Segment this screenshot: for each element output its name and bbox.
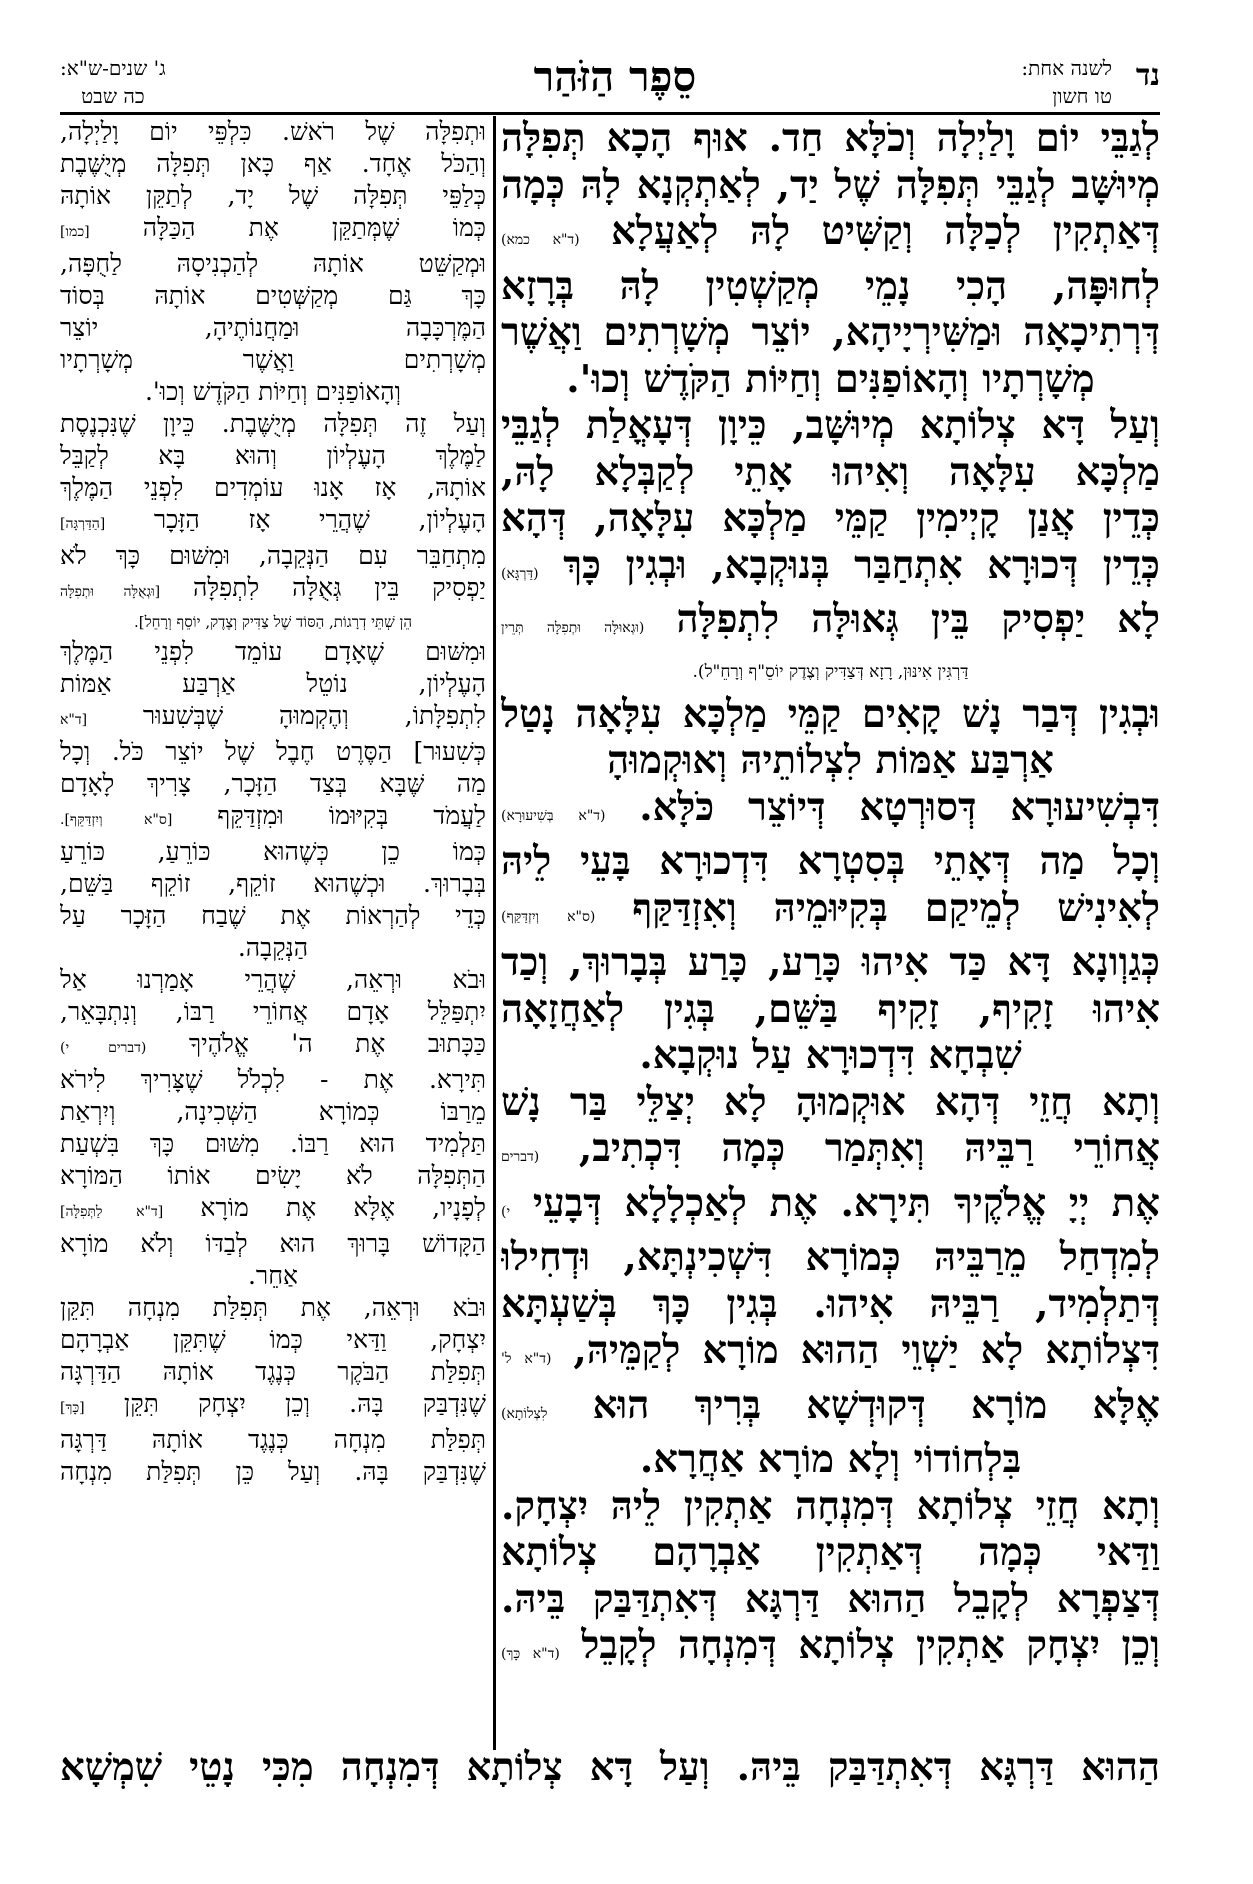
aramaic-line-text: לְגַבֵּי יוֹם וָלַיְלָה וְכֹלָּא חַד. אוּף הָכָא תְּפִלָּה	[501, 116, 1160, 161]
translation-line-text: הַנְּקֵבָה.	[237, 933, 309, 962]
aramaic-line-text: בִּלְחוֹדוֹי וְלָא מוֹרָא אַחֲרָא.	[639, 1437, 1022, 1482]
translation-line	[60, 736, 486, 768]
translation-line-text: אוֹתָהּ, אָז אָנוּ עוֹמְדִים לִפְנֵי הַמֶּלֶךְ	[60, 473, 486, 502]
translation-line	[60, 932, 486, 964]
aramaic-line-text: שִׁבְחָא דִּדְכוּרָא עַל נוּקְבָא.	[639, 1033, 1022, 1078]
translation-line-text: לְפָנָיו, אֶלָּא אֶת מוֹרָא	[200, 1193, 486, 1222]
date-three-years: כה שבט	[81, 84, 145, 108]
study-schedule-one-year: לשנה אחת:	[1021, 56, 1112, 80]
translation-line	[60, 636, 486, 668]
variant-reading-note: [ד"א לַתְּפִלָּה]	[60, 1204, 164, 1220]
translation-line-text: וְעַל זֶה תְּפִלָּה מְיֻשֶּׁבֶת. כֵּיוָן שֶׁנִּכְנֶסֶת	[60, 409, 486, 438]
translation-line-text: וְהָאוֹפַנִּים וְחַיּוֹת הַקֹּדֶשׁ וְכוּ'.	[144, 377, 402, 406]
variant-reading-note: י)	[501, 1203, 511, 1220]
translation-line-text: לַעֲמֹד בְּקִיּוּמוֹ וּמִזְדַּקֵּף	[217, 801, 486, 830]
aramaic-line-text: כְּדֵין דְּכוּרָא אִתְחַבַּר בְּנוּקְבָא, וּבְגִין כָּךְ	[563, 542, 1160, 588]
variant-reading-note: [ס"א וְיִזְדַּקֵּף].	[60, 812, 173, 828]
variant-reading-note: [וּגְאֻלָּה וּתְפִלָּה	[60, 584, 161, 600]
translation-line-text: שֶׁנִּדְבַּק בָּהּ. וְכֵן יִצְחָק תִּקֵּן	[123, 1389, 486, 1418]
translation-line	[60, 1356, 486, 1388]
date-one-year: טו חשון	[1052, 84, 1112, 108]
translation-line-text: מִתְחַבֵּר עִם הַנְּקֵבָה, וּמִשּׁוּם כָּךְ לֹא	[60, 541, 486, 570]
aramaic-line-text: אֶת יְיָ אֱלֹקֶיךָ תִּירָא. אֶת לְאַכְלָלָא דְּבָעֵי	[532, 1180, 1160, 1226]
aramaic-line-text: וּבְגִין דְּבַר נָשׁ קָאִים קַמֵּי מַלְכָּא עִלָּאָה נָטַל	[501, 691, 1160, 737]
translation-line-text: תְּפִלַּת מִנְחָה כְּנֶגֶד אוֹתָהּ דַּרְגָּה	[60, 1425, 486, 1454]
translation-line-text: מְשָׁרְתִים וַאֲשֶׁר מְשָׁרְתָיו	[60, 345, 486, 374]
aramaic-line-text: לָא יַפְסִיק בֵּין גְּאוּלָּה לִתְפִלָּה	[676, 597, 1160, 642]
translation-line	[60, 540, 486, 572]
aramaic-line-text: מְיוּשָּׁב לְגַבֵּי תְּפִלָּה שֶׁל יַד, לְאַתְקְנָא לָהּ כְּמָה	[501, 162, 1160, 208]
translation-line	[60, 148, 486, 180]
aramaic-line	[501, 1080, 1160, 1127]
aramaic-line-text: אֶלָּא מוֹרָא דְּקוּדְשָׁא בְּרִיךְ הוּא	[592, 1382, 1160, 1428]
translation-line	[60, 248, 486, 280]
aramaic-line	[501, 785, 1160, 840]
translation-line	[60, 996, 486, 1028]
translation-line-text: הָעֶלְיוֹן, נוֹטֵל אַרְבַּע אַמּוֹת	[60, 669, 486, 698]
variant-reading-note: לִצְלוֹתָא)	[501, 1405, 548, 1422]
variant-reading-note: (וּגְאוּלָּה וּתְפִלָּה תְּרֵין	[501, 620, 645, 636]
translation-line-text: כְּשִׁעוּר] הַסֶּרֶט חֶבֶל שֶׁל יוֹצֵר כֹּל. וְכָל	[60, 737, 486, 766]
aramaic-line	[501, 692, 1160, 739]
aramaic-line-text: מְשָׁרְתָיו וְהָאוֹפַנִּים וְחַיּוֹת הַקֹּדֶשׁ וְכוּ'.	[566, 356, 1095, 402]
translation-line	[60, 800, 486, 836]
translation-line	[60, 668, 486, 700]
aramaic-line	[501, 987, 1160, 1034]
translation-line-text: אַחֵר.	[247, 1261, 299, 1290]
variant-reading-note: (ד"א כמא)	[501, 232, 580, 248]
translation-line-text: וּמְקַשֵּׁט אוֹתָהּ לְהַכְנִיסָהּ לַחֻפָּה,	[60, 249, 486, 278]
aramaic-line-text: דְּצַפְרָא לְקָבֵל הַהוּא דַּרְגָּא דְּאִתְדַּבַּק בֵּיהּ.	[501, 1576, 1160, 1622]
translation-line-text: כְּמוֹ כֵן כְּשֶׁהוּא כּוֹרֵעַ, כּוֹרֵעַ	[60, 837, 486, 866]
translation-line-text: כְּמוֹ שֶׁמְּתַקֵּן אֶת הַכַּלָּה	[142, 213, 486, 242]
aramaic-line	[501, 450, 1160, 497]
variant-reading-note: (ד"א ל'	[501, 1351, 552, 1367]
aramaic-line	[501, 1577, 1160, 1624]
aramaic-line	[501, 1623, 1160, 1678]
study-schedule-three-years: ג' שנים-ש"א:	[60, 56, 166, 80]
translation-line	[60, 280, 486, 312]
translation-line-text: וּמִשּׁוּם שֶׁאָדָם עוֹמֵד לִפְנֵי הַמֶּלֶךְ	[60, 637, 486, 666]
aramaic-line-text: וְכֵן יִצְחָק אַתְקִין צְלוֹתָא דְּמִנְחָה לְקָבֵל	[581, 1623, 1160, 1668]
aramaic-line	[501, 1181, 1160, 1236]
aramaic-line	[501, 652, 1160, 692]
translation-line-text: תְּפִלַּת הַבֹּקֶר כְּנֶגֶד אוֹתָהּ הַדַּרְגָּה	[60, 1357, 486, 1386]
variant-reading-note: (דַּרְגָּא)	[501, 565, 539, 582]
aramaic-line	[501, 403, 1160, 450]
variant-reading-note: (ד"א כָּךְ)	[501, 1646, 560, 1662]
translation-line	[60, 1028, 486, 1064]
variant-reading-note: [הַדַּרְגָּה]	[60, 516, 106, 532]
translation-line-text: כְּדֵי לְהַרְאוֹת אֶת שֶׁבַח הַזָּכָר עַל	[60, 901, 486, 930]
translation-line-text: וְהַכֹּל אֶחָד. אַף כָּאן תְּפִלָּה מְיֻשֶּׁבֶת	[60, 149, 486, 178]
hebrew-translation-column	[60, 116, 486, 1750]
aramaic-line-text: וְכָל מַה דְּאָתֵי בְּסִטְרָא דִּדְכוּרָא בָּעֵי לֵיהּ	[501, 839, 1160, 884]
book-title: סֵפֶר הַזֹּהַר	[533, 52, 697, 101]
aramaic-line-text: אֲחוֹרֵי רַבֵּיהּ וְאִתְּמַר כְּמָה דִּכְתִיב,	[578, 1126, 1160, 1171]
aramaic-line	[501, 738, 1160, 785]
aramaic-line-text: לְאִינִישׁ לְמֵיקַם בְּקִיּוּמֵיהּ וְאִזְדַּקַּף	[632, 885, 1160, 931]
page-number: נד	[1135, 58, 1160, 93]
aramaic-line-text: לְחוּפָּה, הָכִי נָמֵי מְקַשְׁטִין לָהּ בְּרָזָא	[501, 263, 1160, 309]
translation-line	[60, 408, 486, 440]
aramaic-line	[501, 1383, 1160, 1438]
aramaic-line-text: דַּרְגִּין אִינּוּן, רָזָא דְּצַדִּיק וְצֶדֶק יוֹסֵ"ף וְרָחֵ"ל).	[692, 661, 969, 682]
translation-line-text: הַתְּפִלָּה לֹא יָשִׂים אוֹתוֹ הַמּוֹרָא	[60, 1161, 486, 1190]
translation-line-text: תַּלְמִיד הוּא רַבּוֹ. מִשּׁוּם כָּךְ בִּשְׁעַת	[60, 1129, 486, 1158]
aramaic-line	[501, 310, 1160, 357]
translation-line-text: הַמֶּרְכָּבָה וּמַחֲנוֹתֶיהָ, יוֹצֵר	[60, 313, 486, 342]
aramaic-line-text: דְּרְתִיכָאָה וּמַשִּׁירְיָיהָא, יוֹצֵר מְשָׁרְתִים וַאֲשֶׁר	[501, 310, 1160, 355]
variant-reading-note: (דברים	[501, 1149, 540, 1165]
translation-line	[60, 768, 486, 800]
translation-line	[60, 836, 486, 868]
aramaic-line	[501, 886, 1160, 941]
translation-line	[60, 376, 486, 408]
translation-line-text: יַפְסִיק בֵּין גְּאֻלָּה לִתְפִלָּה	[193, 573, 486, 602]
translation-line	[60, 572, 486, 608]
translation-line	[60, 1424, 486, 1456]
translation-line	[60, 1292, 486, 1324]
translation-line-text: וּבֹא וּרְאֵה, שֶׁהֲרֵי אָמַרְנוּ אַל	[60, 965, 486, 994]
translation-line	[60, 1064, 486, 1096]
translation-line-text: הֵן שְׁתֵּי דְרָגוֹת, הַסּוֹד שֶׁל צַדִּיק וְצֶדֶק, יוֹסֵף וְרָחֵל].	[134, 613, 412, 631]
aramaic-line-text: אַרְבַּע אַמּוֹת לִצְלוֹתֵיהּ וְאוּקְמוּהָ	[607, 738, 1054, 783]
translation-line-text: כָּךְ גַּם מְקַשְּׁטִים אוֹתָהּ בְּסוֹד	[60, 281, 486, 310]
translation-line-text: כַּכָּתוּב אֶת ה' אֱלֹהֶיךָ	[188, 1029, 486, 1058]
translation-line-text: כְּלַפֵּי תְּפִלָּה שֶׁל יָד, לְתַקֵּן אוֹתָהּ	[60, 181, 486, 210]
aramaic-line	[501, 597, 1160, 652]
aramaic-line-text: כְּגַוְונָא דָּא כַּד אִיהוּ כָּרַע, כָּרַע בְּבָרוּךְ, וְכַד	[501, 940, 1160, 985]
translation-line	[60, 504, 486, 540]
header-right-info	[1021, 54, 1112, 110]
translation-line	[60, 1160, 486, 1192]
aramaic-line-text: דְּתַלְמִיד, רַבֵּיהּ אִיהוּ. בְּגִין כָּךְ בְּשַׁעְתָּא	[501, 1281, 1160, 1327]
aramaic-line	[501, 163, 1160, 210]
aramaic-line	[501, 1126, 1160, 1181]
aramaic-line	[501, 1437, 1160, 1484]
translation-line-text: שֶׁנִּדְבַּק בָּהּ. וְעַל כֵּן תְּפִלַּת מִנְחָה	[60, 1457, 486, 1486]
aramaic-line	[501, 1328, 1160, 1383]
variant-reading-note: (דברים י)	[60, 1040, 147, 1056]
translation-line-text: וּתְפִלָּה שֶׁל רֹאשׁ. כִּלְפֵּי יוֹם וָלַיְלָה,	[60, 117, 486, 146]
variant-reading-note: (ס"א וְיִזְדַּקַּף)	[501, 908, 596, 925]
translation-line	[60, 312, 486, 344]
aramaic-line-text: מַלְכָּא עִלָּאָה וְאִיהוּ אָתֵי לְקַבְּלָא לָהּ,	[501, 449, 1160, 495]
variant-reading-note: (ד"א בְּשִׁיעוּרָא)	[501, 807, 606, 824]
variant-reading-note: [כָּךְ]	[60, 1400, 85, 1416]
aramaic-line	[501, 940, 1160, 987]
aramaic-line	[501, 543, 1160, 598]
translation-line	[60, 868, 486, 900]
aramaic-line	[501, 1235, 1160, 1282]
aramaic-line-text: כְּדֵין אֲנַן קָיְימִין קַמֵּי מַלְכָּא עִלָּאָה, דְּהָא	[501, 496, 1160, 541]
aramaic-line	[501, 1530, 1160, 1577]
aramaic-line	[501, 1282, 1160, 1329]
translation-line-text: תִּירָא. אֶת - לִכְלֹל שֶׁצָּרִיךְ לִירֹא	[60, 1065, 486, 1094]
variant-reading-note: [כמו]	[60, 224, 90, 240]
aramaic-line	[501, 839, 1160, 886]
translation-line-text: בְּבָרוּךְ. וּכְשֶׁהוּא זוֹקֵף, זוֹקֵף בַּשֵּׁם,	[60, 869, 486, 898]
translation-line	[60, 700, 486, 736]
column-divider	[493, 116, 496, 1750]
aramaic-line-text: וְעַל דָּא צְלוֹתָא מְיוּשָּׁב, כֵּיוָן דְּעָאֳלַת לְגַבֵּי	[501, 403, 1160, 448]
translation-line-text: יִצְחָק, וַדַּאי כְּמוֹ שֶׁתִּקֵּן אַבְרָהָם	[60, 1325, 486, 1354]
translation-line-text: לִתְפִלָּתוֹ, וְהֶקְמוּהָ שֶׁבְּשִׁעוּר	[142, 701, 486, 730]
aramaic-line-text: לְמִדְחַל מֵרַבֵּיהּ כְּמוֹרָא דִּשְׁכִינְתָּא, וּדְחִילוּ	[501, 1235, 1160, 1280]
translation-line	[60, 608, 486, 636]
translation-line	[60, 1228, 486, 1260]
translation-line	[60, 212, 486, 248]
aramaic-line-text: דִּבְשִׁיעוּרָא דְּסוּרְטָא דְּיוֹצֵר כֹּלָּא.	[639, 784, 1160, 830]
translation-line	[60, 900, 486, 932]
aramaic-line-text: אִיהוּ זָקִיף, זָקִיף בַּשֵּׁם, בְּגִין לְאַחֲזָאָה	[501, 986, 1160, 1032]
translation-line	[60, 180, 486, 212]
translation-line	[60, 472, 486, 504]
translation-line	[60, 344, 486, 376]
aramaic-line	[501, 264, 1160, 311]
translation-line-text: הָעֶלְיוֹן, שֶׁהֲרֵי אָז הַזָּכָר	[153, 505, 486, 534]
aramaic-line-text: וַדַּאי כְּמָה דְּאַתְקִין אַבְרָהָם צְלוֹתָא	[501, 1530, 1160, 1575]
aramaic-line-text: וְתָא חֲזֵי דְּהָא אוּקְמוּהָ לָא יְצַלֵּי בַּר נָשׁ	[501, 1079, 1160, 1125]
aramaic-line	[501, 1484, 1160, 1531]
aramaic-line	[501, 1033, 1160, 1080]
translation-line	[60, 964, 486, 996]
translation-line-text: יִתְפַּלֵּל אָדָם אֲחוֹרֵי רַבּוֹ, וְנִתְבָּאֵר,	[60, 997, 486, 1026]
translation-line-text: הַקָּדוֹשׁ בָּרוּךְ הוּא לְבַדּוֹ וְלֹא מוֹרָא	[60, 1229, 486, 1258]
translation-line-text: מֵרַבּוֹ כְּמוֹרָא הַשְּׁכִינָה, וְיִרְאַת	[60, 1097, 486, 1126]
translation-line	[60, 1128, 486, 1160]
translation-line-text: וּבֹא וּרְאֵה, אֶת תְּפִלַּת מִנְחָה תִּקֵּן	[60, 1293, 486, 1322]
translation-line-text: לַמֶּלֶךְ הָעֶלְיוֹן וְהוּא בָּא לְקַבֵּל	[60, 441, 486, 470]
aramaic-line-text: דִּצְלוֹתָא לָא יַשְׁוֵי הַהוּא מוֹרָא לְקַמֵּיהּ,	[573, 1328, 1160, 1373]
bottom-text-line: הַהוּא דַּרְגָּא דְּאִתְדַּבַּק בֵּיהּ. וְעַל דָּא צְלוֹתָא דְּמִנְחָה מִכִּי נָטֵי שִׁמְשָׁא	[60, 1745, 1160, 1790]
aramaic-line-text: וְתָא חֲזֵי צְלוֹתָא דְּמִנְחָה אַתְקִין לֵיהּ יִצְחָק.	[501, 1483, 1160, 1529]
aramaic-line-text: דְּאַתְקִין לְכַלָּה וְקַשִּׁיט לָהּ לְאַעֲלָא	[611, 209, 1160, 254]
translation-line	[60, 116, 486, 148]
aramaic-line	[501, 357, 1160, 404]
translation-line	[60, 1192, 486, 1228]
aramaic-line	[501, 496, 1160, 543]
aramaic-text-column	[501, 116, 1160, 1744]
aramaic-line	[501, 116, 1160, 163]
translation-line	[60, 1456, 486, 1488]
variant-reading-note: [ד"א	[60, 712, 88, 728]
header-divider	[60, 112, 1160, 115]
translation-line	[60, 440, 486, 472]
page-header	[60, 52, 1160, 112]
translation-line	[60, 1324, 486, 1356]
translation-line	[60, 1260, 486, 1292]
header-left-info	[60, 54, 166, 110]
translation-line-text: מַה שֶּׁבָּא בְּצַד הַזָּכָר, צָרִיךְ לָאָדָם	[60, 769, 486, 798]
translation-line	[60, 1096, 486, 1128]
translation-line	[60, 1388, 486, 1424]
aramaic-line	[501, 209, 1160, 264]
